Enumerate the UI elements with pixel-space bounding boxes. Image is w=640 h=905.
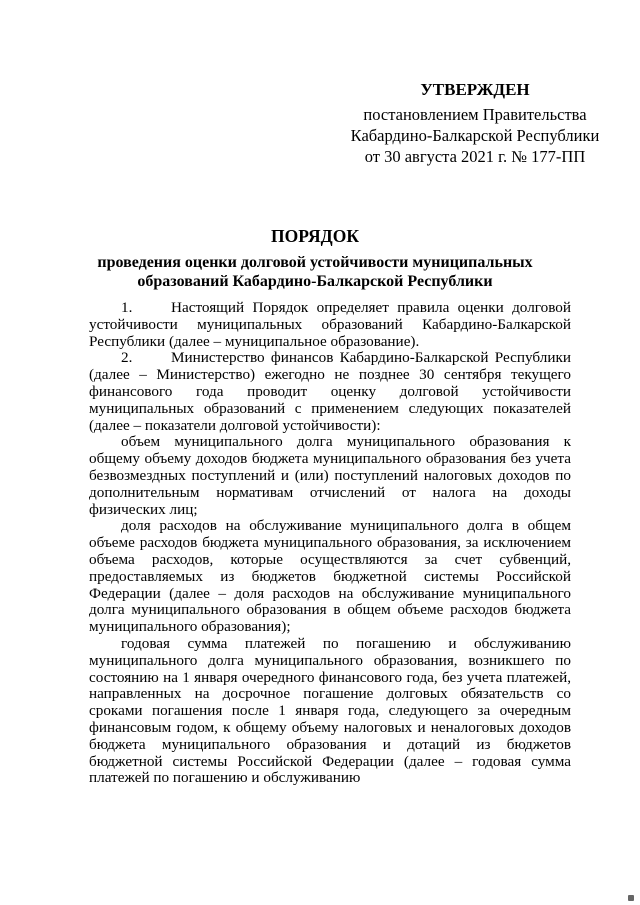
paragraph-number: 1.: [121, 299, 133, 316]
subtitle-line-2: образований Кабардино-Балкарской Республики: [137, 273, 493, 290]
paragraph-indicator-debt-volume: объем муниципального долга муниципального образования к общему объему доходов бюджета муниципального образования без учета безвозмездных поступлений и (или) поступлений налоговых доходов по дополнительным нормативам отчислений от налога на доходы физических лиц;: [89, 433, 571, 518]
paragraph-text: Настоящий Порядок определяет правила оценки долговой устойчивости муниципальных образований Кабардино-Балкарской Республики (далее – муниципальное образование).: [89, 299, 571, 350]
paragraph-indicator-annual-payments: годовая сумма платежей по погашению и обслуживанию муниципального долга муниципального образования, возникшего по состоянию на 1 января очередного финансового года, без учета платежей, направленных на досрочное погашение долговых обязательств со сроками погашения после 1 января года, следующего за очередным финансовым годом, к общему объему налоговых и неналоговых доходов бюджета муниципального образования и дотаций из бюджетов бюджетной системы Российской Федерации (далее – годовая сумма платежей по погашению и обслуживанию: [89, 634, 571, 787]
paragraph-1: [89, 300, 571, 350]
approval-title: УТВЕРЖДЕН: [420, 80, 530, 99]
document-title: ПОРЯДОК: [270, 226, 360, 246]
scan-mark: [628, 895, 634, 901]
approval-line-2: Кабардино-Балкарской Республики: [350, 126, 600, 145]
document-body: [89, 300, 571, 787]
approval-line-1: постановлением Правительства: [363, 105, 587, 124]
document-subtitle: [60, 253, 570, 291]
paragraph-indicator-service-share: доля расходов на обслуживание муниципального долга в общем объеме расходов бюджета муниципального образования, за исключением объема расходов, которые осуществляются за счет субвенций, предоставляемых из бюджетов бюджетной системы Российской Федерации (далее – доля расходов на обслуживание муниципального долга муниципального образования в общем объеме расходов бюджета муниципального образования);: [89, 517, 571, 636]
approval-block: [330, 79, 620, 167]
approval-line-3: от 30 августа 2021 г. № 177-ПП: [364, 147, 586, 166]
paragraph-number: 2.: [121, 349, 133, 367]
subtitle-line-1: проведения оценки долговой устойчивости муниципальных: [97, 254, 533, 271]
paragraph-2: [89, 350, 571, 434]
paragraph-text: Министерство финансов Кабардино-Балкарской Республики (далее – Министерство) ежегодно не позднее 30 сентября текущего финансового года проводит оценку долговой устойчивости муниципальных образований с применением следующих показателей (далее – показатели долговой устойчивости):: [89, 349, 571, 434]
